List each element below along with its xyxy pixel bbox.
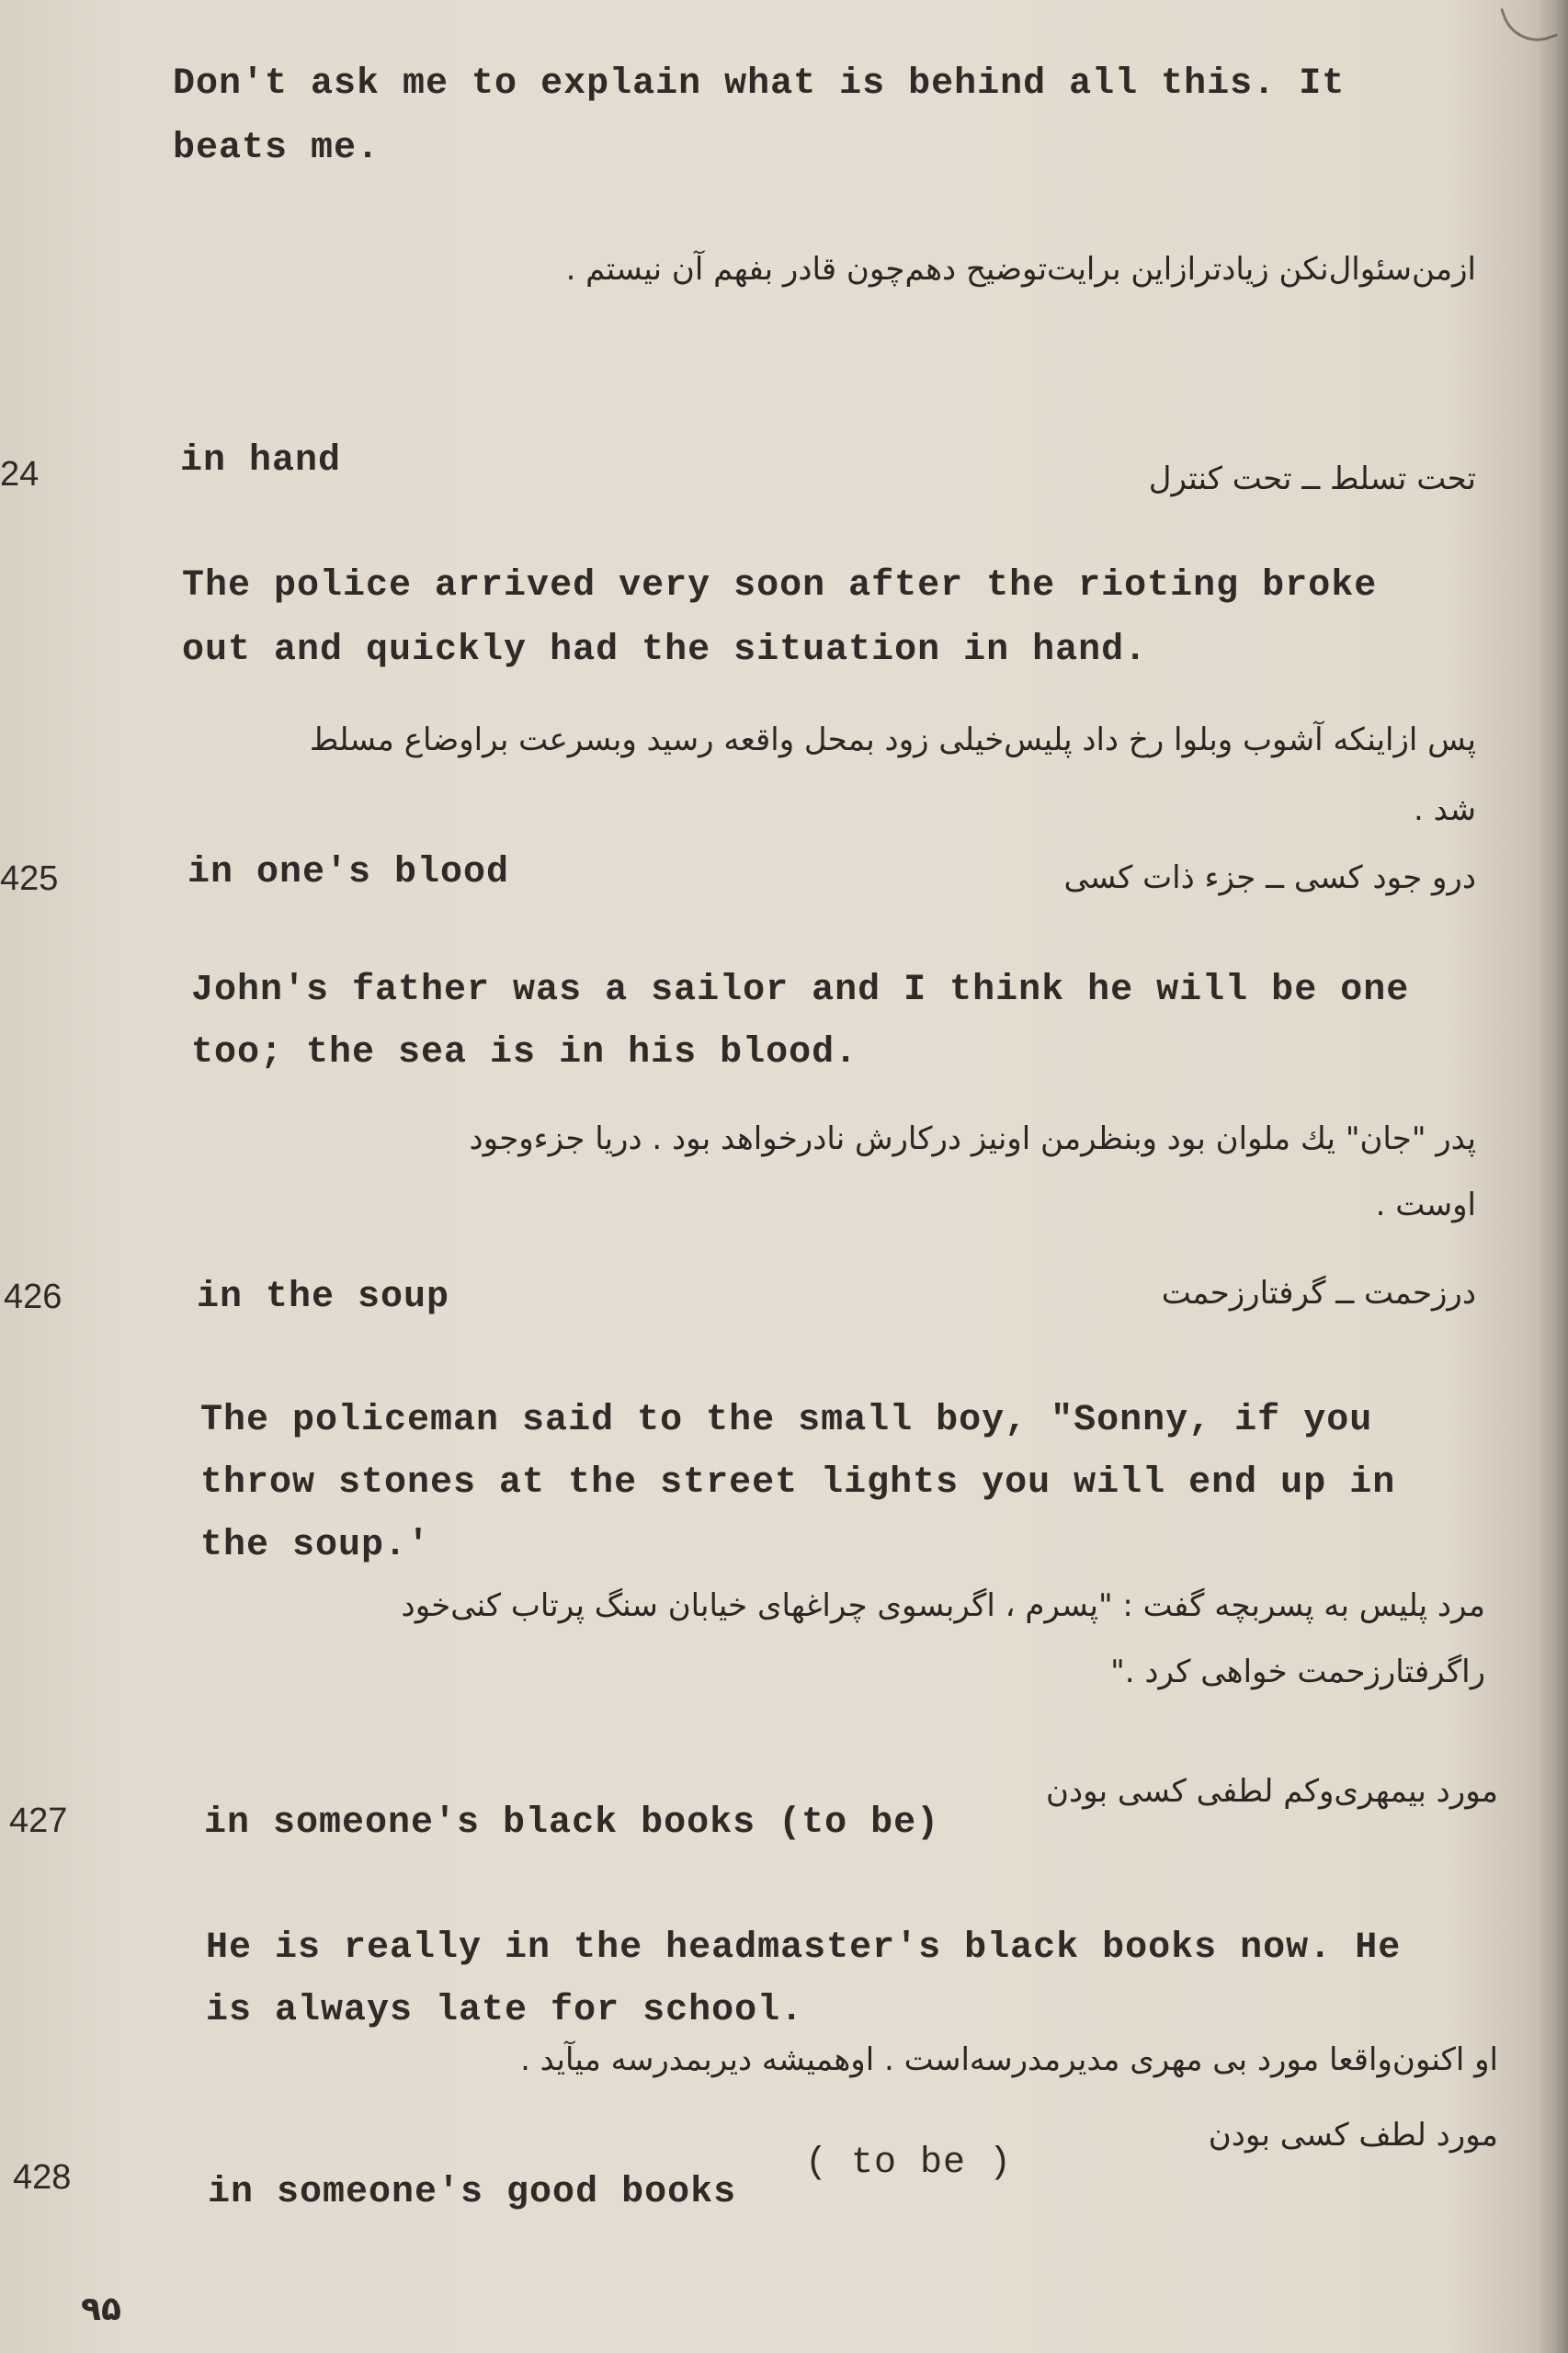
entry-number-425: 425 [0,859,59,898]
intro-en-line-1: Don't ask me to explain what is behind all this. It [173,63,1346,105]
entry-phrase-426: in the soup [197,1277,450,1318]
entry-meaning-427: مورد بیمهری‌وکم لطفی کسی بودن [1045,1773,1498,1810]
entry-example-en-427-2: is always late for school. [206,1990,804,2031]
entry-phrase-424: in hand [180,440,342,482]
entry-example-en-424-2: out and quickly had the situation in hand. [182,630,1148,671]
entry-example-en-426-1: The policeman said to the small boy, "Sonny, if you [200,1400,1373,1441]
entry-meaning-428: مورد لطف کسی بودن [1208,2117,1498,2154]
intro-fa: ازمن‌سئوال‌نکن زیادترازاین برایت‌توضیح دهم‌چون قادر بفهم آن نیستم . [565,251,1476,288]
entry-meaning-425: درو جود کسی ــ جزء ذات کسی [1063,859,1476,896]
intro-en-line-2: beats me. [173,128,381,169]
entry-number-427: 427 [9,1802,68,1840]
entry-example-fa-424-2: شد . [1414,791,1476,828]
entry-phrase-427: in someone's black books (to be) [204,1802,940,1844]
entry-example-fa-425-2: اوست . [1375,1187,1476,1223]
entry-example-fa-427-1: او اکنون‌واقعا مورد بی مهری مدیرمدرسه‌است . اوهمیشه دیربمدرسه میآید . [520,2041,1498,2078]
entry-example-en-424-1: The police arrived very soon after the rioting broke [182,565,1378,607]
entry-example-en-425-1: John's father was a sailor and I think he will be one [191,970,1410,1011]
entry-example-fa-425-1: پدر "جان" یك ملوان بود وبنظرمن اونیز درکارش نادرخواهد بود . دریا جزءوجود [469,1120,1476,1157]
entry-number-424: 24 [0,455,40,494]
entry-number-428: 428 [13,2158,72,2197]
page-number: ۹۵ [81,2290,121,2328]
entry-example-fa-424-1: پس ازاینکه آشوب وبلوا رخ داد پلیس‌خیلی زود بمحل واقعه رسید وبسرعت براوضاع مسلط [309,722,1476,758]
entry-phrase-425: in one's blood [187,852,510,893]
entry-meaning-426: درزحمت ــ گرفتارزحمت [1161,1275,1476,1312]
entry-example-fa-426-2: راگرفتارزحمت خواهی کرد ." [1110,1654,1485,1690]
entry-phrase-suffix-428: ( to be ) [805,2143,1013,2184]
entry-phrase-428: in someone's good books [208,2172,737,2213]
entry-example-fa-426-1: مرد پلیس به پسربچه گفت : "پسرم ، اگربسوی چراغهای خیابان سنگ پرتاب کنی‌خود [401,1587,1485,1624]
entry-example-en-427-1: He is really in the headmaster's black books now. He [206,1927,1402,1969]
page-edge-shadow [1537,0,1568,2353]
entry-example-en-426-2: throw stones at the street lights you will end up in [200,1462,1396,1504]
entry-example-en-426-3: the soup.' [200,1525,431,1566]
entry-example-en-425-2: too; the sea is in his blood. [191,1032,858,1074]
entry-number-426: 426 [4,1278,62,1316]
entry-meaning-424: تحت تسلط ــ تحت کنترل [1148,460,1476,497]
